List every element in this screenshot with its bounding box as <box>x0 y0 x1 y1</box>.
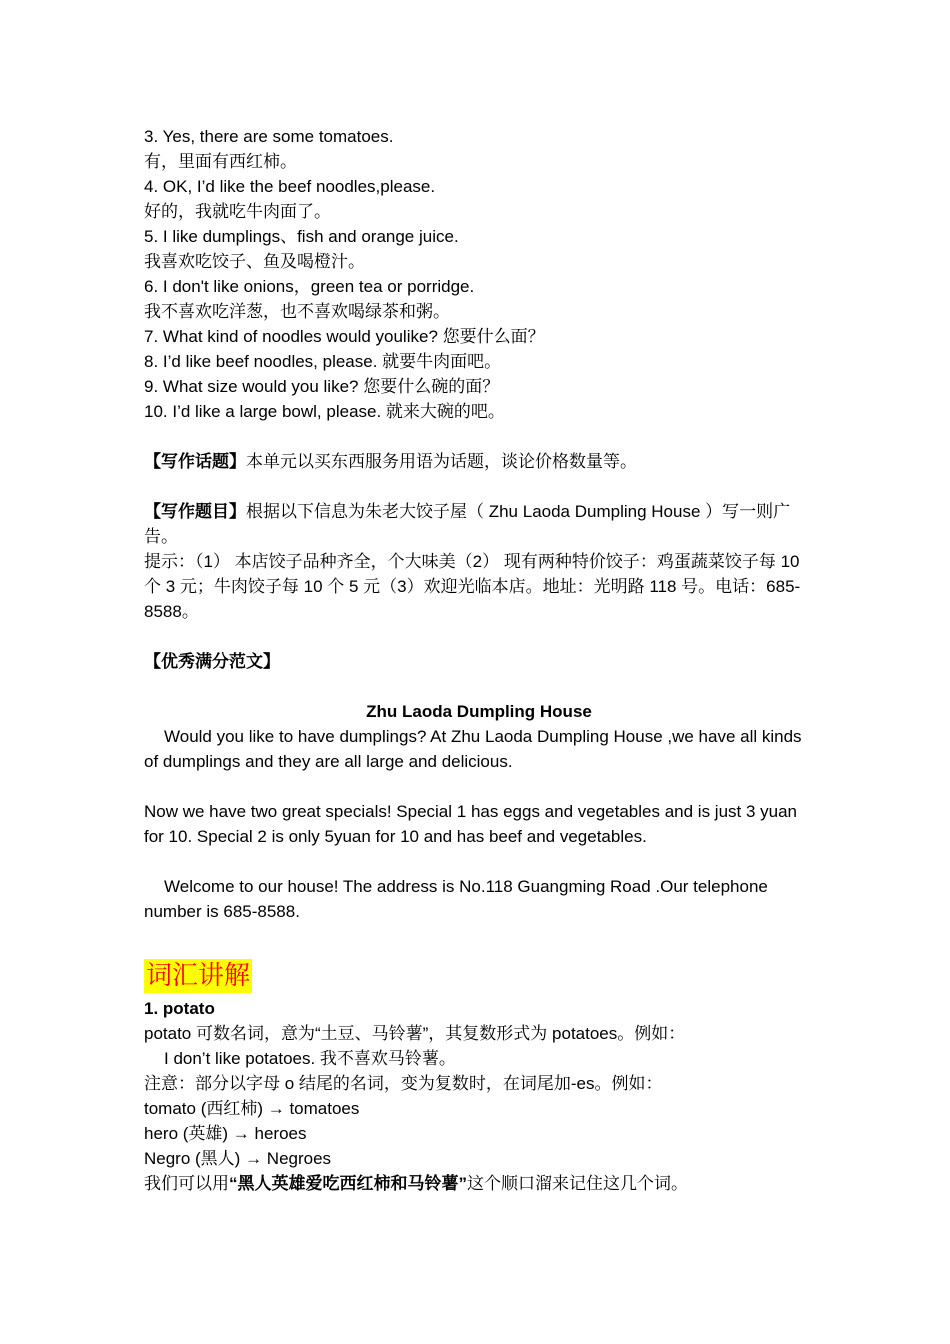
sentence-4-en: 4. OK, I’d like the beef noodles,please. <box>144 177 436 196</box>
essay-paragraph-3 <box>144 874 814 924</box>
writing-topic-label: 【写作话题】 <box>144 452 246 471</box>
essay-paragraph-3-text: Welcome to our house! The address is No.118 Guangming Road .Our telephone number is 685-8588. <box>144 877 768 921</box>
qa-line-7: 7. What kind of noodles would youlike? 您要什么面？ <box>144 327 545 346</box>
vocab-example: I don’t like potatoes. 我不喜欢马铃薯。 <box>164 1049 456 1068</box>
mnemonic-line <box>144 1171 814 1196</box>
spacer <box>144 849 814 874</box>
plural-example-2: hero (英雄) → heroes <box>144 1124 307 1143</box>
writing-hint: 提示：（1） 本店饺子品种齐全，个大味美（2） 现有两种特价饺子：鸡蛋蔬菜饺子每 10 个 3 元；牛肉饺子每 10 个 5 元（3）欢迎光临本店。地址：光明路 118 号。电话：685-8588。 <box>144 552 801 621</box>
sentence-3-zh: 有，里面有西红柿。 <box>144 152 297 171</box>
plural-example-1: tomato (西红柿) → tomatoes <box>144 1099 360 1118</box>
writing-topic <box>144 449 814 474</box>
sentence-4-zh: 好的，我就吃牛肉面了。 <box>144 202 331 221</box>
document-page <box>144 124 814 1196</box>
qa-line-8: 8. I’d like beef noodles, please. 就要牛肉面吧。 <box>144 352 502 371</box>
spacer <box>144 424 814 449</box>
writing-prompt-text: 根据以下信息为朱老大饺子屋（ Zhu Laoda Dumpling House ）写一则广告。 <box>144 502 791 546</box>
model-essay-label: 【优秀满分范文】 <box>144 652 280 671</box>
vocab-note: 注意：部分以字母 o 结尾的名词，变为复数时，在词尾加-es。例如： <box>144 1074 663 1093</box>
vocab-heading: 词汇讲解 <box>146 961 251 991</box>
sentence-5-zh: 我喜欢吃饺子、鱼及喝橙汁。 <box>144 252 365 271</box>
mnemonic-suffix: 这个顺口溜来记住这几个词。 <box>467 1174 688 1193</box>
vocab-definition: potato 可数名词，意为“土豆、马铃薯”，其复数形式为 potatoes。例如： <box>144 1024 686 1043</box>
writing-prompt-label: 【写作题目】 <box>144 502 246 521</box>
mnemonic-bold: “黑人英雄爱吃西红柿和马铃薯” <box>229 1174 467 1193</box>
qa-line-9: 9. What size would you like? 您要什么碗的面？ <box>144 377 500 396</box>
sentence-3-en: 3. Yes, there are some tomatoes. <box>144 127 394 146</box>
sentence-5-en: 5. I like dumplings、fish and orange juice. <box>144 227 459 246</box>
plural-example-3: Negro (黑人) → Negroes <box>144 1149 332 1168</box>
essay-paragraph-2: Now we have two great specials! Special 1 has eggs and vegetables and is just 3 yuan for 10. Special 2 is only 5yuan for 10 and has beef and vegetables. <box>144 802 798 846</box>
spacer <box>144 674 814 699</box>
vocab-word-title: 1. potato <box>144 999 215 1018</box>
spacer <box>144 474 814 499</box>
essay-title: Zhu Laoda Dumpling House <box>366 702 592 721</box>
spacer <box>144 624 814 649</box>
spacer <box>144 774 814 799</box>
writing-prompt <box>144 499 814 549</box>
sentence-6-en: 6. I don't like onions，green tea or porridge. <box>144 277 475 296</box>
writing-topic-text: 本单元以买东西服务用语为话题，谈论价格数量等。 <box>246 452 637 471</box>
sentence-6-zh: 我不喜欢吃洋葱，也不喜欢喝绿茶和粥。 <box>144 302 450 321</box>
qa-line-10: 10. I’d like a large bowl, please. 就来大碗的吧。 <box>144 402 505 421</box>
essay-paragraph-1 <box>144 724 814 774</box>
mnemonic-prefix: 我们可以用 <box>144 1174 229 1193</box>
essay-paragraph-1-text: Would you like to have dumplings? At Zhu Laoda Dumpling House ,we have all kinds of dumplings and they are all large and delicious. <box>144 727 802 771</box>
vocab-heading-row <box>144 959 814 996</box>
